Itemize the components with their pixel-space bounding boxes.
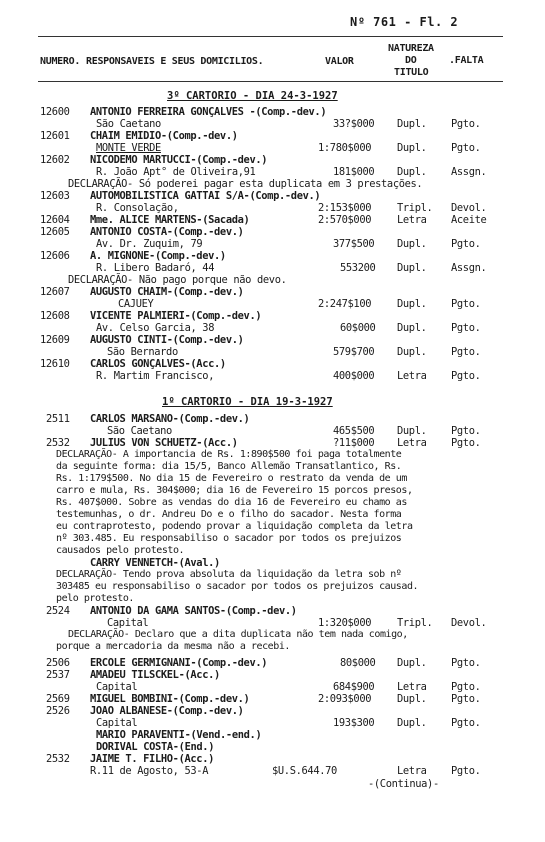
entry-valor: 2:153$000 (318, 202, 372, 214)
entry-valor: 2:093$000 (318, 693, 372, 705)
entry-name: Mme. ALICE MARTENS-(Sacada) (90, 214, 250, 226)
entry-falta: Pgto. (451, 693, 481, 705)
declaracao-line: eu contraprotesto, podendo provar a liquidação completa da letra (56, 521, 413, 532)
entry-falta: Devol. (451, 617, 487, 629)
entry-name: ERCOLE GERMIGNANI-(Comp.-dev.) (90, 657, 268, 669)
entry-address: R.11 de Agosto, 53-A (90, 765, 209, 777)
entry-address: São Bernardo (107, 346, 178, 358)
entry-falta: Pgto. (451, 437, 481, 449)
entry-address: Capital (96, 717, 138, 729)
entry-number: 12610 (40, 358, 70, 370)
col-valor: VALOR (325, 56, 354, 67)
declaracao-line: DECLARAÇÃO- Tendo prova absoluta da liquidação da letra sob nº (56, 569, 402, 580)
header-rule-top (38, 36, 503, 37)
col-numero: NUMERO. (40, 56, 81, 67)
entry-falta: Pgto. (451, 346, 481, 358)
declaracao-line: causados pelo protesto. (56, 545, 185, 556)
entry-falta: Pgto. (451, 657, 481, 669)
entry-tipo: Dupl. (397, 262, 427, 274)
entry-valor: 80$000 (340, 657, 376, 669)
entry-falta: Assgn. (451, 262, 487, 274)
col-responsaveis: RESPONSAVEIS E SEUS DOMICILIOS. (86, 56, 264, 67)
entry-tipo: Letra (397, 370, 427, 382)
entry-name: CARLOS MARSANO-(Comp.-dev.) (90, 413, 250, 425)
entry-valor: 2:570$000 (318, 214, 372, 226)
entry-falta: Assgn. (451, 166, 487, 178)
entry-address: Capital (107, 617, 149, 629)
entry-number: 12606 (40, 250, 70, 262)
entry-name: ANTONIO COSTA-(Comp.-dev.) (90, 226, 244, 238)
entry-tipo: Dupl. (397, 425, 427, 437)
entry-address: São Caetano (107, 425, 172, 437)
entry-address: São Caetano (96, 118, 161, 130)
declaracao-line: testemunhas, o dr. Andreu Do e o filho do sacador. Nesta forma (56, 509, 402, 520)
aval-line: CARRY VENNETCH-(Aval.) (90, 557, 220, 569)
entry-falta: Pgto. (451, 298, 481, 310)
entry-address: Capital (96, 681, 138, 693)
entry-number: 2526 (46, 705, 70, 717)
entry-falta: Pgto. (451, 142, 481, 154)
declaracao-line: pelo protesto. (56, 593, 134, 604)
page-number: Nº 761 - Fl. 2 (350, 15, 459, 29)
entry-tipo: Tripl. (397, 202, 433, 214)
entry-name: CARLOS GONÇALVES-(Acc.) (90, 358, 226, 370)
entry-name: ANTONIO FERREIRA GONÇALVES -(Comp.-dev.) (90, 106, 327, 118)
entry-name: JOAO ALBANESE-(Comp.-dev.) (90, 705, 244, 717)
entry-name: CHAIM EMIDIO-(Comp.-dev.) (90, 130, 238, 142)
entry-address: MONTE VERDE (96, 142, 161, 154)
declaracao-line: da seguinte forma: dia 15/5, Banco Allemão Transatlantico, Rs. (56, 461, 402, 472)
entry-tipo: Letra (397, 214, 427, 226)
entry-tipo: Dupl. (397, 238, 427, 250)
entry-number: 2569 (46, 693, 70, 705)
section-3-title: 3º CARTORIO - DIA 24-3-1927 (167, 90, 338, 102)
entry-name: JULIUS VON SCHUETZ-(Acc.) (90, 437, 238, 449)
header-rule-bottom (38, 81, 503, 82)
entry-valor: 1:320$000 (318, 617, 372, 629)
entry-valor: 33?$000 (333, 118, 375, 130)
entry-valor: 2:247$100 (318, 298, 372, 310)
declaracao-line: nº 303.485. Eu responsabiliso o sacador por todos os prejuizos (56, 533, 402, 544)
entry-address: Av. Dr. Zuquim, 79 (96, 238, 203, 250)
col-natureza-1: NATUREZA (388, 43, 434, 54)
entry-number: 2532 (46, 437, 70, 449)
entry-number: 12603 (40, 190, 70, 202)
col-falta: .FALTA (449, 55, 484, 66)
entry-tipo: Dupl. (397, 657, 427, 669)
entry-falta: Aceite (451, 214, 487, 226)
entry-address: R. João Apt° de Oliveira,91 (96, 166, 256, 178)
entry-address: R. Consolação, (96, 202, 179, 214)
entry-valor: 181$000 (333, 166, 375, 178)
entry-falta: Pgto. (451, 425, 481, 437)
col-natureza-2: DO (405, 55, 417, 66)
entry-number: 12607 (40, 286, 70, 298)
entry-falta: Pgto. (451, 765, 481, 777)
entry-number: 2524 (46, 605, 70, 617)
declaracao-line: Rs. 1:179$500. No dia 15 de Fevereiro o restrato da venda de um (56, 473, 407, 484)
entry-name: AMADEU TILSCKEL-(Acc.) (90, 669, 220, 681)
entry-valor: 193$300 (333, 717, 375, 729)
entry-valor: 1:780$000 (318, 142, 372, 154)
declaracao-line: carro e mula, Rs. 304$000; dia 16 de Fevereiro 15 porcos presos, (56, 485, 413, 496)
declaracao-line: porque a mercadoria da mesma não a recebi. (56, 641, 290, 652)
section-1-title: 1º CARTORIO - DIA 19-3-1927 (162, 396, 333, 408)
entry-number: 12600 (40, 106, 70, 118)
entry-name: NICODEMO MARTUCCI-(Comp.-dev.) (90, 154, 268, 166)
entry-valor: 400$000 (333, 370, 375, 382)
entry-valor: $U.S.644.70 (272, 765, 337, 777)
entry-tipo: Letra (397, 765, 427, 777)
entry-tipo: Dupl. (397, 322, 427, 334)
entry-address: R. Martim Francisco, (96, 370, 215, 382)
entry-valor: 60$000 (340, 322, 376, 334)
entry-name: ANTONIO DA GAMA SANTOS-(Comp.-dev.) (90, 605, 297, 617)
declaracao-line: DECLARAÇÃO- Declaro que a dita duplicata não tem nada comigo, (68, 629, 408, 640)
entry-number: 12601 (40, 130, 70, 142)
entry-number: 2511 (46, 413, 70, 425)
entry-name: AUGUSTO CHAIM-(Comp.-dev.) (90, 286, 244, 298)
entry-number: 2537 (46, 669, 70, 681)
entry-name: JAIME T. FILHO-(Acc.) (90, 753, 215, 765)
entry-valor: 553200 (340, 262, 376, 274)
entry-address: CAJUEY (118, 298, 154, 310)
entry-valor: 579$700 (333, 346, 375, 358)
entry-name: A. MIGNONE-(Comp.-dev.) (90, 250, 226, 262)
entry-falta: Pgto. (451, 370, 481, 382)
entry-valor: 465$500 (333, 425, 375, 437)
declaracao-12602: DECLARAÇÃO- Só poderei pagar esta duplicata em 3 prestações. (68, 178, 423, 190)
entry-number: 2506 (46, 657, 70, 669)
entry-name: VICENTE PALMIERI-(Comp.-dev.) (90, 310, 262, 322)
endorser-line: MARIO PARAVENTI-(Vend.-end.) (96, 729, 262, 741)
entry-valor: 684$900 (333, 681, 375, 693)
entry-tipo: Dupl. (397, 298, 427, 310)
entry-tipo: Letra (397, 437, 427, 449)
entry-tipo: Dupl. (397, 166, 427, 178)
entry-falta: Pgto. (451, 238, 481, 250)
entry-number: 2532 (46, 753, 70, 765)
entry-falta: Pgto. (451, 681, 481, 693)
declaracao-line: Rs. 407$000. Sobre as vendas do dia 16 de Fevereiro eu chamo as (56, 497, 407, 508)
declaracao-line: 303485 eu responsabiliso o sacador por todos os prejuizos causad. (56, 581, 419, 592)
entry-valor: 377$500 (333, 238, 375, 250)
entry-tipo: Letra (397, 681, 427, 693)
entry-address: Av. Celso Garcia, 38 (96, 322, 215, 334)
entry-tipo: Tripl. (397, 617, 433, 629)
endorser-line: DORIVAL COSTA-(End.) (96, 741, 215, 753)
entry-valor: ?11$000 (333, 437, 375, 449)
entry-name: AUTOMOBILISTICA GATTAI S/A-(Comp.-dev.) (90, 190, 321, 202)
declaracao-line: DECLARAÇÃO- A importancia de Rs. 1:890$500 foi paga totalmente (56, 449, 402, 460)
entry-tipo: Dupl. (397, 142, 427, 154)
entry-address: R. Libero Badaró, 44 (96, 262, 215, 274)
entry-name: MIGUEL BOMBINI-(Comp.-dev.) (90, 693, 250, 705)
entry-number: 12605 (40, 226, 70, 238)
entry-falta: Pgto. (451, 118, 481, 130)
entry-tipo: Dupl. (397, 118, 427, 130)
entry-tipo: Dupl. (397, 693, 427, 705)
entry-falta: Devol. (451, 202, 487, 214)
entry-number: 12609 (40, 334, 70, 346)
entry-number: 12604 (40, 214, 70, 226)
entry-number: 12602 (40, 154, 70, 166)
declaracao-12606: DECLARAÇÃO- Não pago porque não devo. (68, 274, 287, 286)
entry-tipo: Dupl. (397, 346, 427, 358)
entry-name: AUGUSTO CINTI-(Comp.-dev.) (90, 334, 244, 346)
entry-falta: Pgto. (451, 717, 481, 729)
continua-note: -(Continua)- (368, 778, 439, 790)
entry-tipo: Dupl. (397, 717, 427, 729)
entry-falta: Pgto. (451, 322, 481, 334)
entry-number: 12608 (40, 310, 70, 322)
col-natureza-3: TITULO (394, 67, 429, 78)
